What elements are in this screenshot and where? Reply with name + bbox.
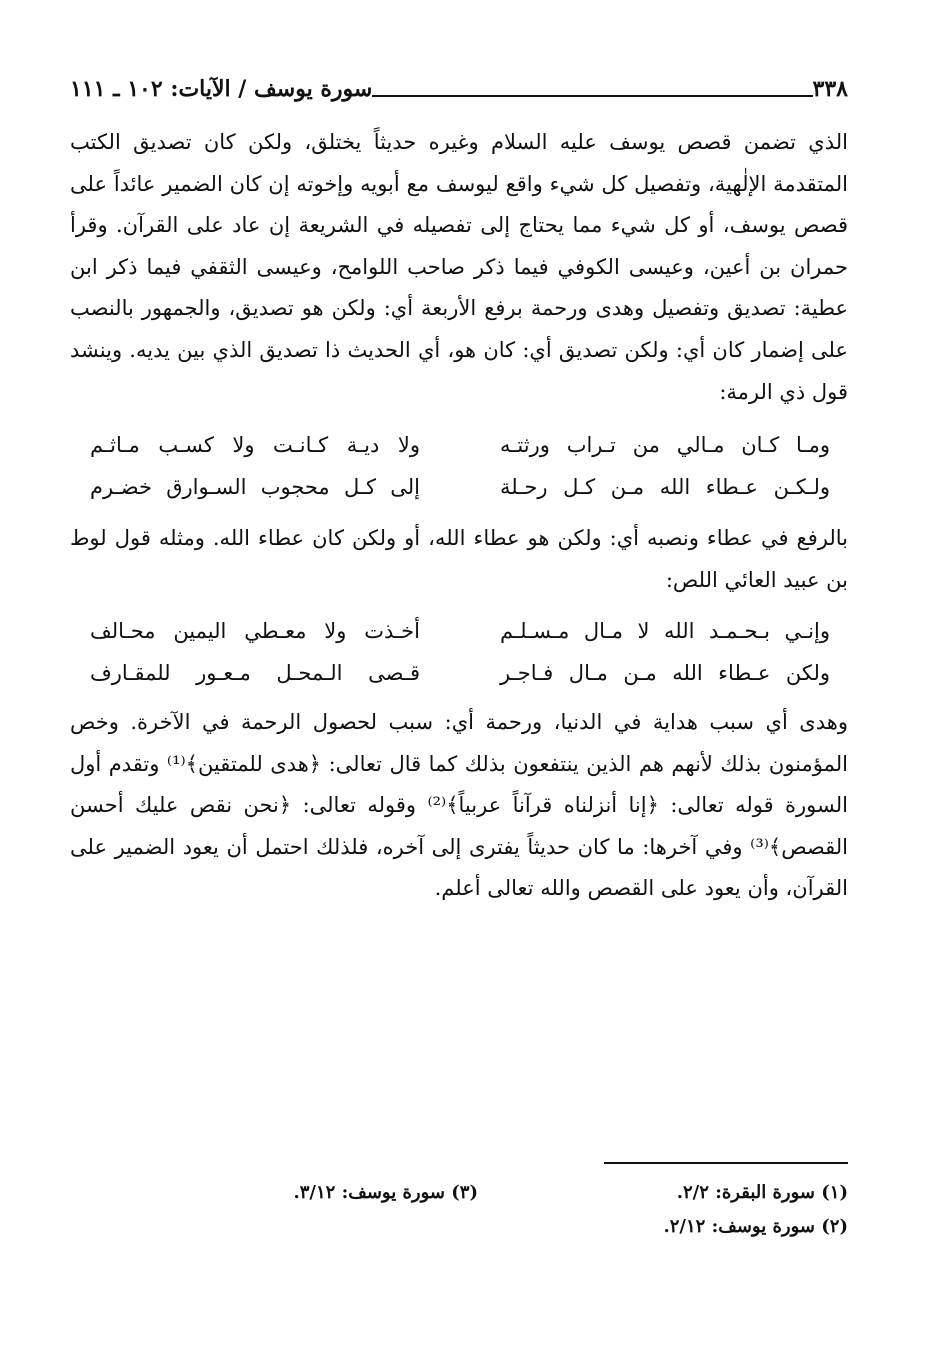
footnote-rule (604, 1162, 848, 1164)
verse-line (90, 466, 830, 508)
verse-second-hemistich: ولا ديـة كـانـت ولا كسـب مـاثـم (90, 433, 420, 457)
footnote-empty (108, 1210, 478, 1244)
verse-line (90, 610, 830, 652)
verse-second-hemistich: إلى كـل محجوب السـوارق خضـرم (90, 475, 420, 499)
paragraph-text: بالرفع في عطاء ونصبه أي: ولكن هو عطاء الله، أو ولكن كان عطاء الله. ومثله قول لوط بن عبيد العائي اللص: (70, 526, 848, 592)
footnote-row (70, 1210, 848, 1244)
verse-first-hemistich: ومـا كـان مـالي من تـراب ورثتـه (500, 433, 830, 457)
verse-second-hemistich: أخـذت ولا معـطي اليمين محـالف (90, 619, 420, 643)
footnote-2: (٢) سورة يوسف: ٢/١٢. (663, 1216, 848, 1237)
paragraph-1 (70, 122, 848, 413)
footnote-row (70, 1176, 848, 1210)
verse-first-hemistich: وإنـي بـحـمـد الله لا مـال مـسـلـم (500, 619, 830, 643)
verse-first-hemistich: ولـكـن عـطاء الله مـن كـل رحـلة (500, 475, 830, 499)
paragraph-3 (70, 702, 848, 910)
paragraph-text: الذي تضمن قصص يوسف عليه السلام وغيره حديثاً يختلق، ولكن كان تصديق الكتب المتقدمة الإلٰهية، وتفصيل كل شيء واقع ليوسف مع أبويه وإخوته إن كان الضمير عائداً على قصص يوسف، أو كل شيء مما يحتاج إلى تفصيله في الشريعة إن عاد على القرآن. وقرأ حمران بن أعين، وعيسى الكوفي فيما ذكر صاحب اللوامح، وعيسى الثقفي فيما ذكر ابن عطية: تصديق وتفصيل وهدى ورحمة برفع الأربعة أي: ولكن هو تصديق، والجمهور بالنصب على إضمار كان أي: ولكن تصديق أي: كان هو، أي الحديث ذا تصديق الذي بين يديه. وينشد قول ذي الرمة: (70, 130, 848, 404)
page-header (70, 74, 848, 108)
paragraph-text: وهدى أي سبب هداية في الدنيا، ورحمة أي: سبب لحصول الرحمة في الآخرة. وخص المؤمنون بذلك لأنهم هم الذين ينتفعون بذلك كما قال تعالى: ﴿هدى للمتقين﴾⁽¹⁾ وتقدم أول السورة قوله تعالى: ﴿إنا أنزلناه قرآناً عربياً﴾⁽²⁾ وقوله تعالى: ﴿نحن نقص عليك أحسن القصص﴾⁽³⁾ وفي آخرها: ما كان حديثاً يفترى إلى آخره، فلذلك احتمل أن يعود الضمير على القرآن، وأن يعود على القصص والله تعالى أعلم. (70, 710, 848, 901)
footnote-3: (٣) سورة يوسف: ٣/١٢. (293, 1182, 478, 1203)
running-title: سورة يوسف / الآيات: ١٠٢ ـ ١١١ (70, 76, 373, 102)
verse-line (90, 424, 830, 466)
poem-verses-2 (90, 610, 830, 694)
verse-line (90, 652, 830, 694)
page-number: ٣٣٨ (812, 76, 848, 102)
footnote-1: (١) سورة البقرة: ٢/٢. (676, 1182, 848, 1203)
paragraph-2 (70, 518, 848, 601)
verse-second-hemistich: قـصى الـمحـل مـعـور للمقـارف (90, 661, 420, 685)
poem-verses-1 (90, 424, 830, 508)
verse-first-hemistich: ولكن عـطاء الله مـن مـال فـاجـر (500, 661, 830, 685)
footnotes (70, 1176, 848, 1244)
